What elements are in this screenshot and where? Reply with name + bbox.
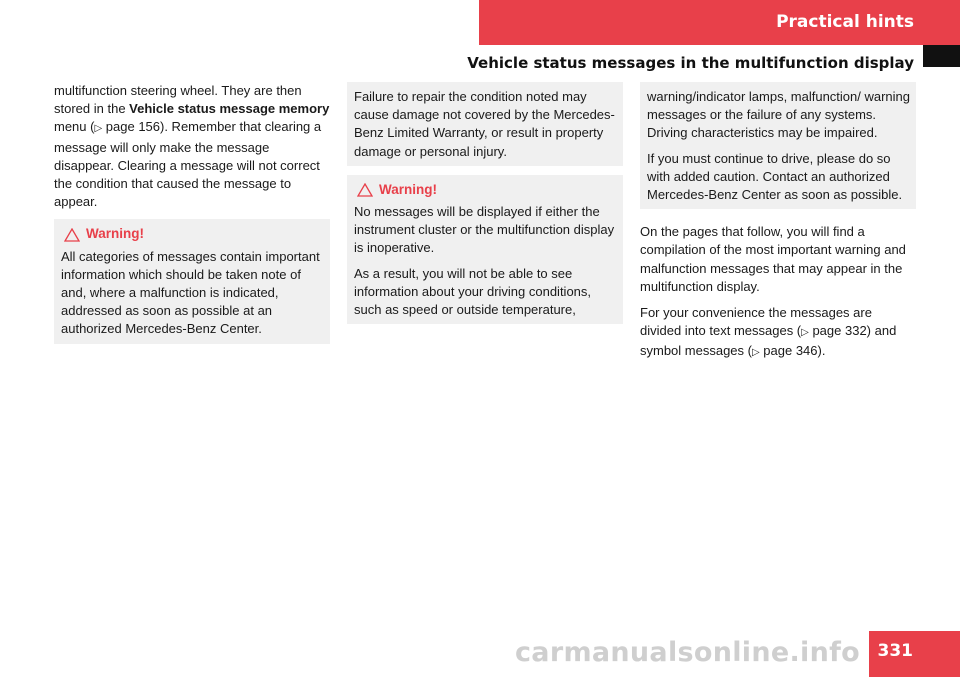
warning-continued-text: Failure to repair the condition noted may cause damage not covered by the Mercedes-Benz Limited Warranty, or result in property damage or personal injury. — [354, 89, 615, 159]
warning-box — [347, 175, 623, 324]
warning-triangle-icon — [357, 183, 373, 197]
page-ref-arrow-icon: ▷ — [751, 347, 760, 359]
body-paragraph: For your convenience the messages are divided into text messages (▷ page 332) and symbol messages (▷ page 346). — [640, 305, 897, 359]
warning-heading: Warning! — [61, 225, 324, 243]
warning-continued-text: warning/indicator lamps, malfunction/ warning messages or the failure of any systems. Driving characteristics may be impaired. — [647, 89, 911, 141]
page-title: Vehicle status messages in the multifunction display — [467, 54, 914, 72]
warning-box — [54, 219, 330, 343]
page-number: 331 — [877, 641, 913, 661]
page-ref-arrow-icon: ▷ — [801, 327, 809, 339]
intro-paragraph: multifunction steering wheel. They are then stored in the Vehicle status message memory menu (▷ page 156). Remember that clearing a message will only make the message disappear. Clearing a message will not correct the condition that caused the message to appear. — [54, 83, 330, 210]
column-3 — [640, 82, 916, 371]
warning-text: No messages will be displayed if either the instrument cluster or the multifunction display is inoperative. — [354, 204, 615, 256]
warning-text: As a result, you will not be able to see information about your driving conditions, such as speed or outside temperature, — [354, 265, 592, 318]
watermark: carmanualsonline.info — [515, 637, 861, 668]
warning-continued-box — [347, 82, 623, 166]
chapter-tab-marker — [923, 45, 960, 67]
menu-name: Vehicle status message memory — [129, 101, 330, 117]
warning-continued-box — [640, 82, 916, 209]
warning-heading: Warning! — [354, 181, 617, 199]
page-ref-arrow-icon: ▷ — [94, 123, 103, 135]
warning-triangle-icon — [64, 228, 80, 242]
page-number-box — [869, 631, 960, 677]
warning-text: All categories of messages contain important information which should be taken note of and, where a malfunction is indicated, addressed as soon as possible at an authorized Mercedes-Benz Center. — [61, 248, 320, 337]
section-title: Practical hints — [776, 12, 914, 32]
header-red-band — [479, 0, 960, 45]
warning-continued-text: If you must continue to drive, please do so with added caution. Contact an authorized Mercedes-Benz Center as soon as possible. — [647, 150, 903, 203]
body-paragraph: On the pages that follow, you will find a compilation of the most important warning and malfunction messages that may appear in the multifunction display. — [640, 224, 906, 294]
column-2 — [347, 82, 623, 333]
column-1 — [54, 82, 330, 353]
